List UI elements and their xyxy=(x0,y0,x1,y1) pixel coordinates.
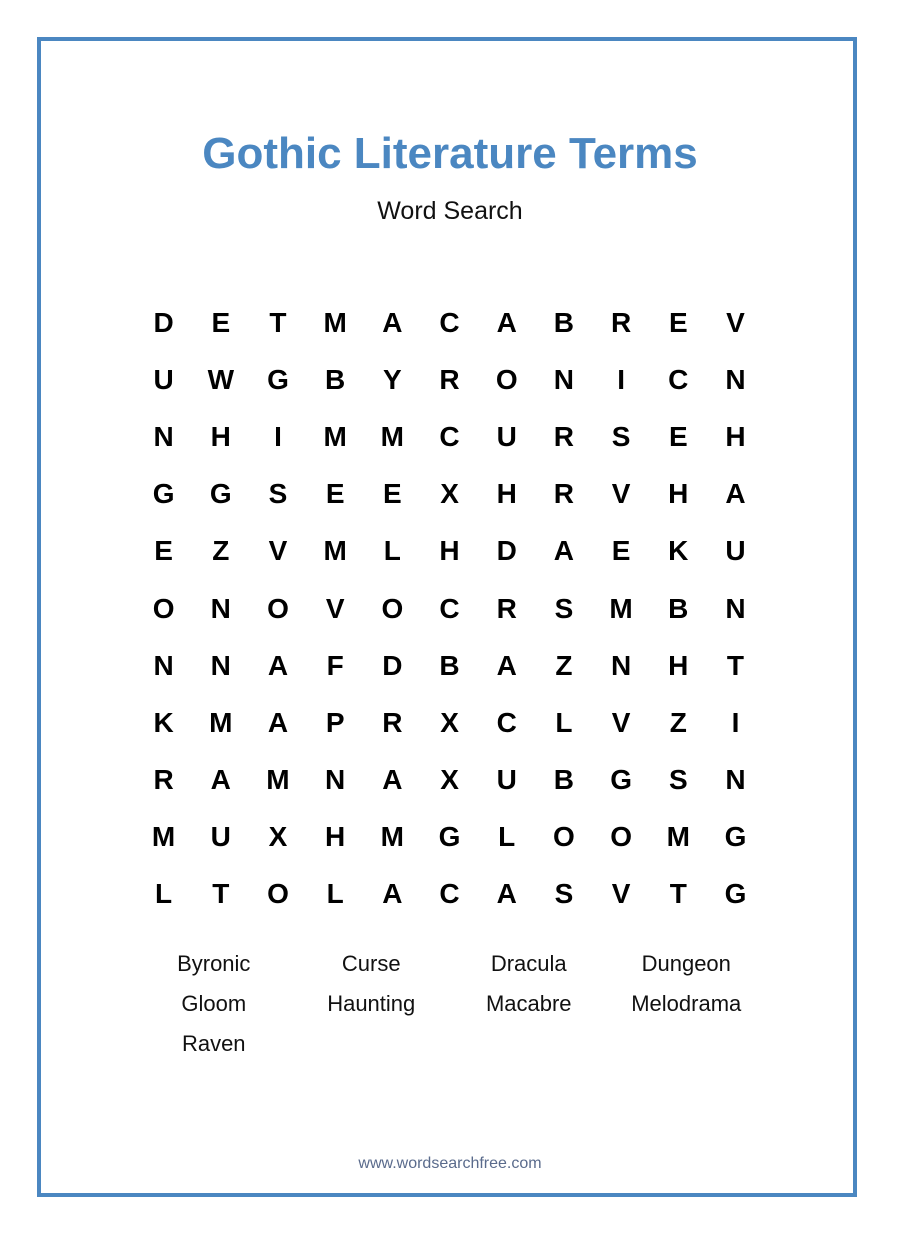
page-title: Gothic Literature Terms xyxy=(202,129,698,178)
grid-letter[interactable]: H xyxy=(325,821,346,853)
grid-letter[interactable]: X xyxy=(440,764,459,796)
grid-letter[interactable]: S xyxy=(554,592,574,624)
grid-letter[interactable]: E xyxy=(611,535,631,567)
grid-letter[interactable]: M xyxy=(380,821,404,853)
grid-letter[interactable]: Y xyxy=(383,363,402,395)
grid-letter[interactable]: B xyxy=(553,306,575,338)
grid-letter[interactable]: M xyxy=(151,821,176,853)
grid-letter[interactable]: N xyxy=(210,592,231,624)
grid-letter[interactable]: K xyxy=(153,706,174,738)
grid-letter[interactable]: H xyxy=(496,478,517,510)
grid-letter[interactable]: A xyxy=(725,478,746,510)
grid-letter[interactable]: L xyxy=(155,878,173,910)
grid-letter[interactable]: A xyxy=(382,306,403,338)
grid-letter[interactable]: B xyxy=(439,649,460,681)
grid-letter[interactable]: L xyxy=(383,535,401,567)
grid-letter[interactable]: N xyxy=(153,649,174,681)
grid-letter[interactable]: U xyxy=(153,363,174,395)
grid-letter[interactable]: G xyxy=(724,821,747,853)
grid-letter[interactable]: L xyxy=(498,821,516,853)
grid-letter[interactable]: T xyxy=(212,878,230,910)
grid-letter[interactable]: A xyxy=(382,764,403,796)
grid-letter[interactable]: A xyxy=(210,764,231,796)
grid-letter[interactable]: L xyxy=(555,706,573,738)
grid-letter[interactable]: S xyxy=(268,478,288,510)
grid-letter[interactable]: A xyxy=(496,306,517,338)
letter-grid xyxy=(135,294,765,923)
grid-letter[interactable]: N xyxy=(725,363,746,395)
grid-letter[interactable]: N xyxy=(325,764,346,796)
grid-letter[interactable]: M xyxy=(609,592,633,624)
page-subtitle: Word Search xyxy=(377,197,523,225)
grid-letter[interactable]: U xyxy=(496,764,517,796)
grid-letter[interactable]: R xyxy=(382,706,403,738)
grid-letter[interactable]: Z xyxy=(212,535,230,567)
grid-letter[interactable]: I xyxy=(274,420,282,452)
grid-letter[interactable]: P xyxy=(325,706,345,738)
grid-letter[interactable]: N xyxy=(725,764,746,796)
grid-letter[interactable]: R xyxy=(553,478,575,510)
grid-letter[interactable]: B xyxy=(553,764,575,796)
grid-letter[interactable]: R xyxy=(153,764,174,796)
grid-letter[interactable]: E xyxy=(211,306,231,338)
grid-letter[interactable]: M xyxy=(323,306,347,338)
grid-letter[interactable]: A xyxy=(553,535,575,567)
grid-letter[interactable]: I xyxy=(731,706,740,738)
grid-letter[interactable]: S xyxy=(668,764,688,796)
grid-letter[interactable]: O xyxy=(610,821,632,853)
grid-letter[interactable]: H xyxy=(668,478,689,510)
word-list-item: Haunting xyxy=(327,991,416,1016)
grid-letter[interactable]: X xyxy=(440,478,459,510)
grid-letter[interactable]: A xyxy=(267,649,289,681)
grid-letter[interactable]: N xyxy=(553,363,575,395)
grid-letter[interactable]: U xyxy=(210,821,231,853)
word-list-item: Gloom xyxy=(181,991,247,1016)
grid-letter[interactable]: N xyxy=(210,649,231,681)
grid-letter[interactable]: B xyxy=(325,363,346,395)
grid-letter[interactable]: V xyxy=(268,535,288,567)
grid-letter[interactable]: A xyxy=(496,649,517,681)
grid-letter[interactable]: D xyxy=(496,535,517,567)
grid-letter[interactable]: H xyxy=(668,649,689,681)
grid-letter[interactable]: C xyxy=(439,592,460,624)
grid-letter[interactable]: V xyxy=(325,592,345,624)
grid-letter[interactable]: G xyxy=(152,478,175,510)
grid-letter[interactable]: L xyxy=(326,878,344,910)
word-list-item: Byronic xyxy=(177,951,251,976)
grid-letter[interactable]: M xyxy=(666,821,690,853)
grid-letter[interactable]: E xyxy=(325,478,345,510)
footer-url[interactable]: www.wordsearchfree.com xyxy=(358,1155,542,1172)
grid-letter[interactable]: R xyxy=(610,306,632,338)
grid-letter[interactable]: N xyxy=(153,420,174,452)
grid-letter[interactable]: T xyxy=(269,306,287,338)
grid-letter[interactable]: T xyxy=(669,878,687,910)
word-list-item: Melodrama xyxy=(631,991,742,1016)
grid-letter[interactable]: W xyxy=(207,363,234,395)
grid-letter[interactable]: A xyxy=(496,878,517,910)
word-list-item: Dracula xyxy=(490,951,567,976)
grid-letter[interactable]: H xyxy=(439,535,460,567)
grid-letter[interactable]: E xyxy=(668,306,688,338)
grid-letter[interactable]: C xyxy=(439,878,460,910)
grid-letter[interactable]: N xyxy=(725,592,746,624)
grid-letter[interactable]: O xyxy=(553,821,575,853)
grid-letter[interactable]: G xyxy=(209,478,232,510)
grid-letter[interactable]: M xyxy=(209,706,233,738)
grid-letter[interactable]: E xyxy=(154,535,173,567)
grid-letter[interactable]: X xyxy=(440,706,459,738)
grid-letter[interactable]: M xyxy=(380,420,404,452)
grid-letter[interactable]: D xyxy=(153,306,174,338)
grid-letter[interactable]: M xyxy=(323,535,347,567)
grid-letter[interactable]: B xyxy=(668,592,689,624)
grid-letter[interactable]: U xyxy=(725,535,746,567)
grid-letter[interactable]: R xyxy=(496,592,517,624)
grid-letter[interactable]: V xyxy=(611,706,631,738)
grid-letter[interactable]: A xyxy=(382,878,403,910)
grid-letter[interactable]: D xyxy=(382,649,403,681)
grid-letter[interactable]: O xyxy=(381,592,404,624)
grid-letter[interactable]: G xyxy=(267,363,289,395)
grid-letter[interactable]: S xyxy=(611,420,631,452)
grid-letter[interactable]: I xyxy=(617,363,625,395)
grid-letter[interactable]: A xyxy=(267,706,289,738)
grid-letter[interactable]: O xyxy=(152,592,175,624)
grid-letter[interactable]: C xyxy=(439,420,460,452)
grid-letter[interactable]: E xyxy=(383,478,402,510)
grid-letter[interactable]: K xyxy=(668,535,689,567)
word-list xyxy=(135,944,765,1064)
grid-letter[interactable]: O xyxy=(495,363,518,395)
grid-letter[interactable]: U xyxy=(496,420,517,452)
grid-letter[interactable]: C xyxy=(496,706,517,738)
grid-letter[interactable]: S xyxy=(554,878,574,910)
grid-letter[interactable]: G xyxy=(610,764,632,796)
grid-letter[interactable]: M xyxy=(266,764,290,796)
word-list-item: Dungeon xyxy=(641,951,731,976)
grid-letter[interactable]: V xyxy=(611,478,631,510)
grid-letter[interactable]: M xyxy=(323,420,347,452)
grid-letter[interactable]: Z xyxy=(555,649,573,681)
grid-letter[interactable]: X xyxy=(268,821,288,853)
grid-letter[interactable]: N xyxy=(610,649,632,681)
grid-letter[interactable]: R xyxy=(553,420,575,452)
grid-letter[interactable]: G xyxy=(724,878,747,910)
word-list-item: Raven xyxy=(181,1031,246,1056)
grid-letter[interactable]: F xyxy=(326,649,344,681)
grid-letter[interactable]: E xyxy=(668,420,688,452)
word-list-item: Macabre xyxy=(485,991,572,1016)
grid-letter[interactable]: H xyxy=(210,420,231,452)
grid-letter[interactable]: R xyxy=(439,363,460,395)
grid-letter[interactable]: G xyxy=(438,821,461,853)
grid-letter[interactable]: V xyxy=(726,306,745,338)
word-list-item: Curse xyxy=(341,951,401,976)
grid-letter[interactable]: T xyxy=(726,649,745,681)
grid-letter[interactable]: V xyxy=(611,878,631,910)
grid-letter[interactable]: C xyxy=(668,363,689,395)
grid-letter[interactable]: C xyxy=(439,306,460,338)
grid-letter[interactable]: Z xyxy=(669,706,687,738)
grid-letter[interactable]: O xyxy=(267,878,289,910)
grid-letter[interactable]: H xyxy=(725,420,746,452)
grid-letter[interactable]: O xyxy=(267,592,289,624)
